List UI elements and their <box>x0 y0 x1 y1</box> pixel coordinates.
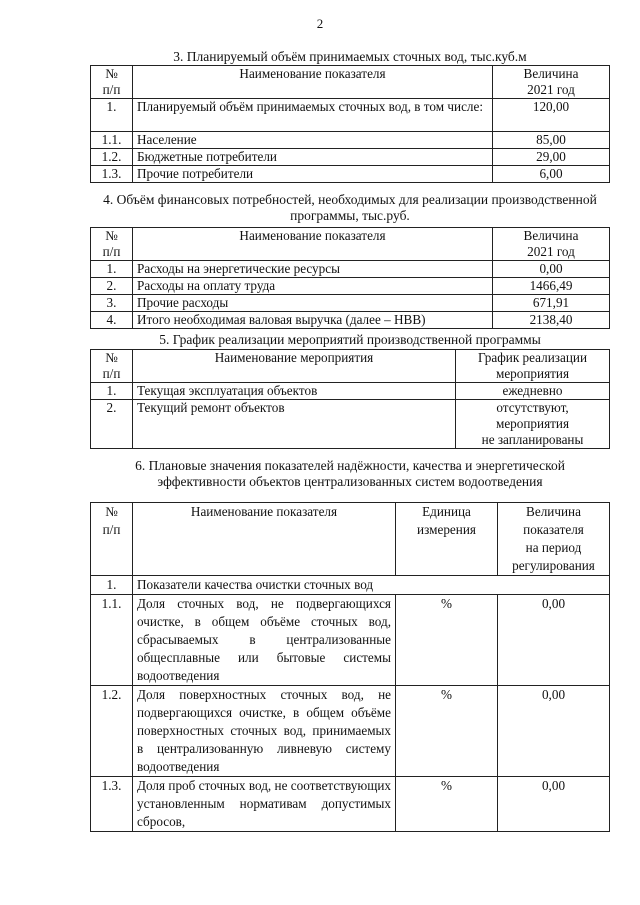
section6-title: 6. Плановые значения показателей надёжности, качества и энергетической эффективности объектов централизованных систем водоотведения <box>135 458 565 489</box>
row-num: 2. <box>91 400 133 449</box>
table-header-row <box>91 66 610 99</box>
header-name: Наименование показателя <box>133 503 396 576</box>
row-num: 1.3. <box>91 166 133 183</box>
table-row <box>91 686 610 777</box>
row-num: 1.2. <box>91 149 133 166</box>
row-name: Итого необходимая валовая выручка (далее – НВВ) <box>133 312 493 329</box>
row-name: Доля поверхностных сточных вод, не подвергающихся очистке, в общем объёме поверхностных сточных вод, принимаемых в централизованную ливневую систему водоотведения <box>133 686 396 777</box>
table-row <box>91 132 610 149</box>
row-value: 120,00 <box>493 99 610 132</box>
row-num: 2. <box>91 278 133 295</box>
header-name: Наименование показателя <box>133 228 493 261</box>
row-value: 0,00 <box>498 777 610 832</box>
row-name: Текущая эксплуатация объектов <box>133 383 456 400</box>
group-row <box>91 576 610 595</box>
row-unit: % <box>396 686 498 777</box>
row-name: Расходы на оплату труда <box>133 278 493 295</box>
section3-table <box>90 65 610 183</box>
header-value: Величина показателя на период регулирования <box>498 503 610 576</box>
table-header-row <box>91 228 610 261</box>
table-header-row <box>91 350 610 383</box>
table-row <box>91 261 610 278</box>
row-name: Текущий ремонт объектов <box>133 400 456 449</box>
row-num: 1.1. <box>91 595 133 686</box>
row-name: Доля проб сточных вод, не соответствующих установленным нормативам допустимых сбросов, <box>133 777 396 832</box>
row-name: Доля сточных вод, не подвергающихся очистке, в общем объёме сточных вод, сбрасываемых в централизованные общесплавные или бытовые системы водоотведения <box>133 595 396 686</box>
row-value: 0,00 <box>493 261 610 278</box>
table-row <box>91 99 610 132</box>
section5-title: 5. График реализации мероприятий производственной программы <box>159 332 541 347</box>
table-row <box>91 400 610 449</box>
row-num: 1. <box>91 261 133 278</box>
row-value: 0,00 <box>498 595 610 686</box>
header-num: № п/п <box>91 228 133 261</box>
row-name: Прочие расходы <box>133 295 493 312</box>
header-value: Величина 2021 год <box>493 66 610 99</box>
header-value: Величина 2021 год <box>493 228 610 261</box>
row-value: ежедневно <box>456 383 610 400</box>
row-value: 85,00 <box>493 132 610 149</box>
row-num: 1. <box>91 383 133 400</box>
header-name: Наименование показателя <box>133 66 493 99</box>
section6-table <box>90 502 610 832</box>
row-value: 6,00 <box>493 166 610 183</box>
row-name: Прочие потребители <box>133 166 493 183</box>
row-name: Население <box>133 132 493 149</box>
table-row <box>91 278 610 295</box>
row-num: 3. <box>91 295 133 312</box>
row-value: 0,00 <box>498 686 610 777</box>
section3-title: 3. Планируемый объём принимаемых сточных вод, тыс.куб.м <box>173 49 527 64</box>
group-name: Показатели качества очистки сточных вод <box>133 576 610 595</box>
section4-table <box>90 227 610 329</box>
row-num: 4. <box>91 312 133 329</box>
section5-table <box>90 349 610 449</box>
table-row <box>91 312 610 329</box>
table-row <box>91 383 610 400</box>
row-num: 1. <box>91 99 133 132</box>
header-name: Наименование мероприятия <box>133 350 456 383</box>
group-num: 1. <box>91 576 133 595</box>
table-row <box>91 166 610 183</box>
row-value: 2138,40 <box>493 312 610 329</box>
table-row <box>91 295 610 312</box>
row-name: Расходы на энергетические ресурсы <box>133 261 493 278</box>
row-num: 1.3. <box>91 777 133 832</box>
row-unit: % <box>396 595 498 686</box>
row-num: 1.2. <box>91 686 133 777</box>
row-num: 1.1. <box>91 132 133 149</box>
header-value: График реализации мероприятия <box>456 350 610 383</box>
header-num: № п/п <box>91 350 133 383</box>
table-row <box>91 595 610 686</box>
row-value: отсутствуют, мероприятия не запланированы <box>456 400 610 449</box>
header-num: № п/п <box>91 503 133 576</box>
header-num: № п/п <box>91 66 133 99</box>
table-row <box>91 777 610 832</box>
row-name: Бюджетные потребители <box>133 149 493 166</box>
row-value: 1466,49 <box>493 278 610 295</box>
header-unit: Единица измерения <box>396 503 498 576</box>
row-name: Планируемый объём принимаемых сточных вод, в том числе: <box>133 99 493 132</box>
row-unit: % <box>396 777 498 832</box>
row-value: 671,91 <box>493 295 610 312</box>
page-number: 2 <box>316 16 324 31</box>
row-value: 29,00 <box>493 149 610 166</box>
table-header-row <box>91 503 610 576</box>
section4-title: 4. Объём финансовых потребностей, необходимых для реализации производственной программы, тыс.руб. <box>103 192 597 223</box>
table-row <box>91 149 610 166</box>
